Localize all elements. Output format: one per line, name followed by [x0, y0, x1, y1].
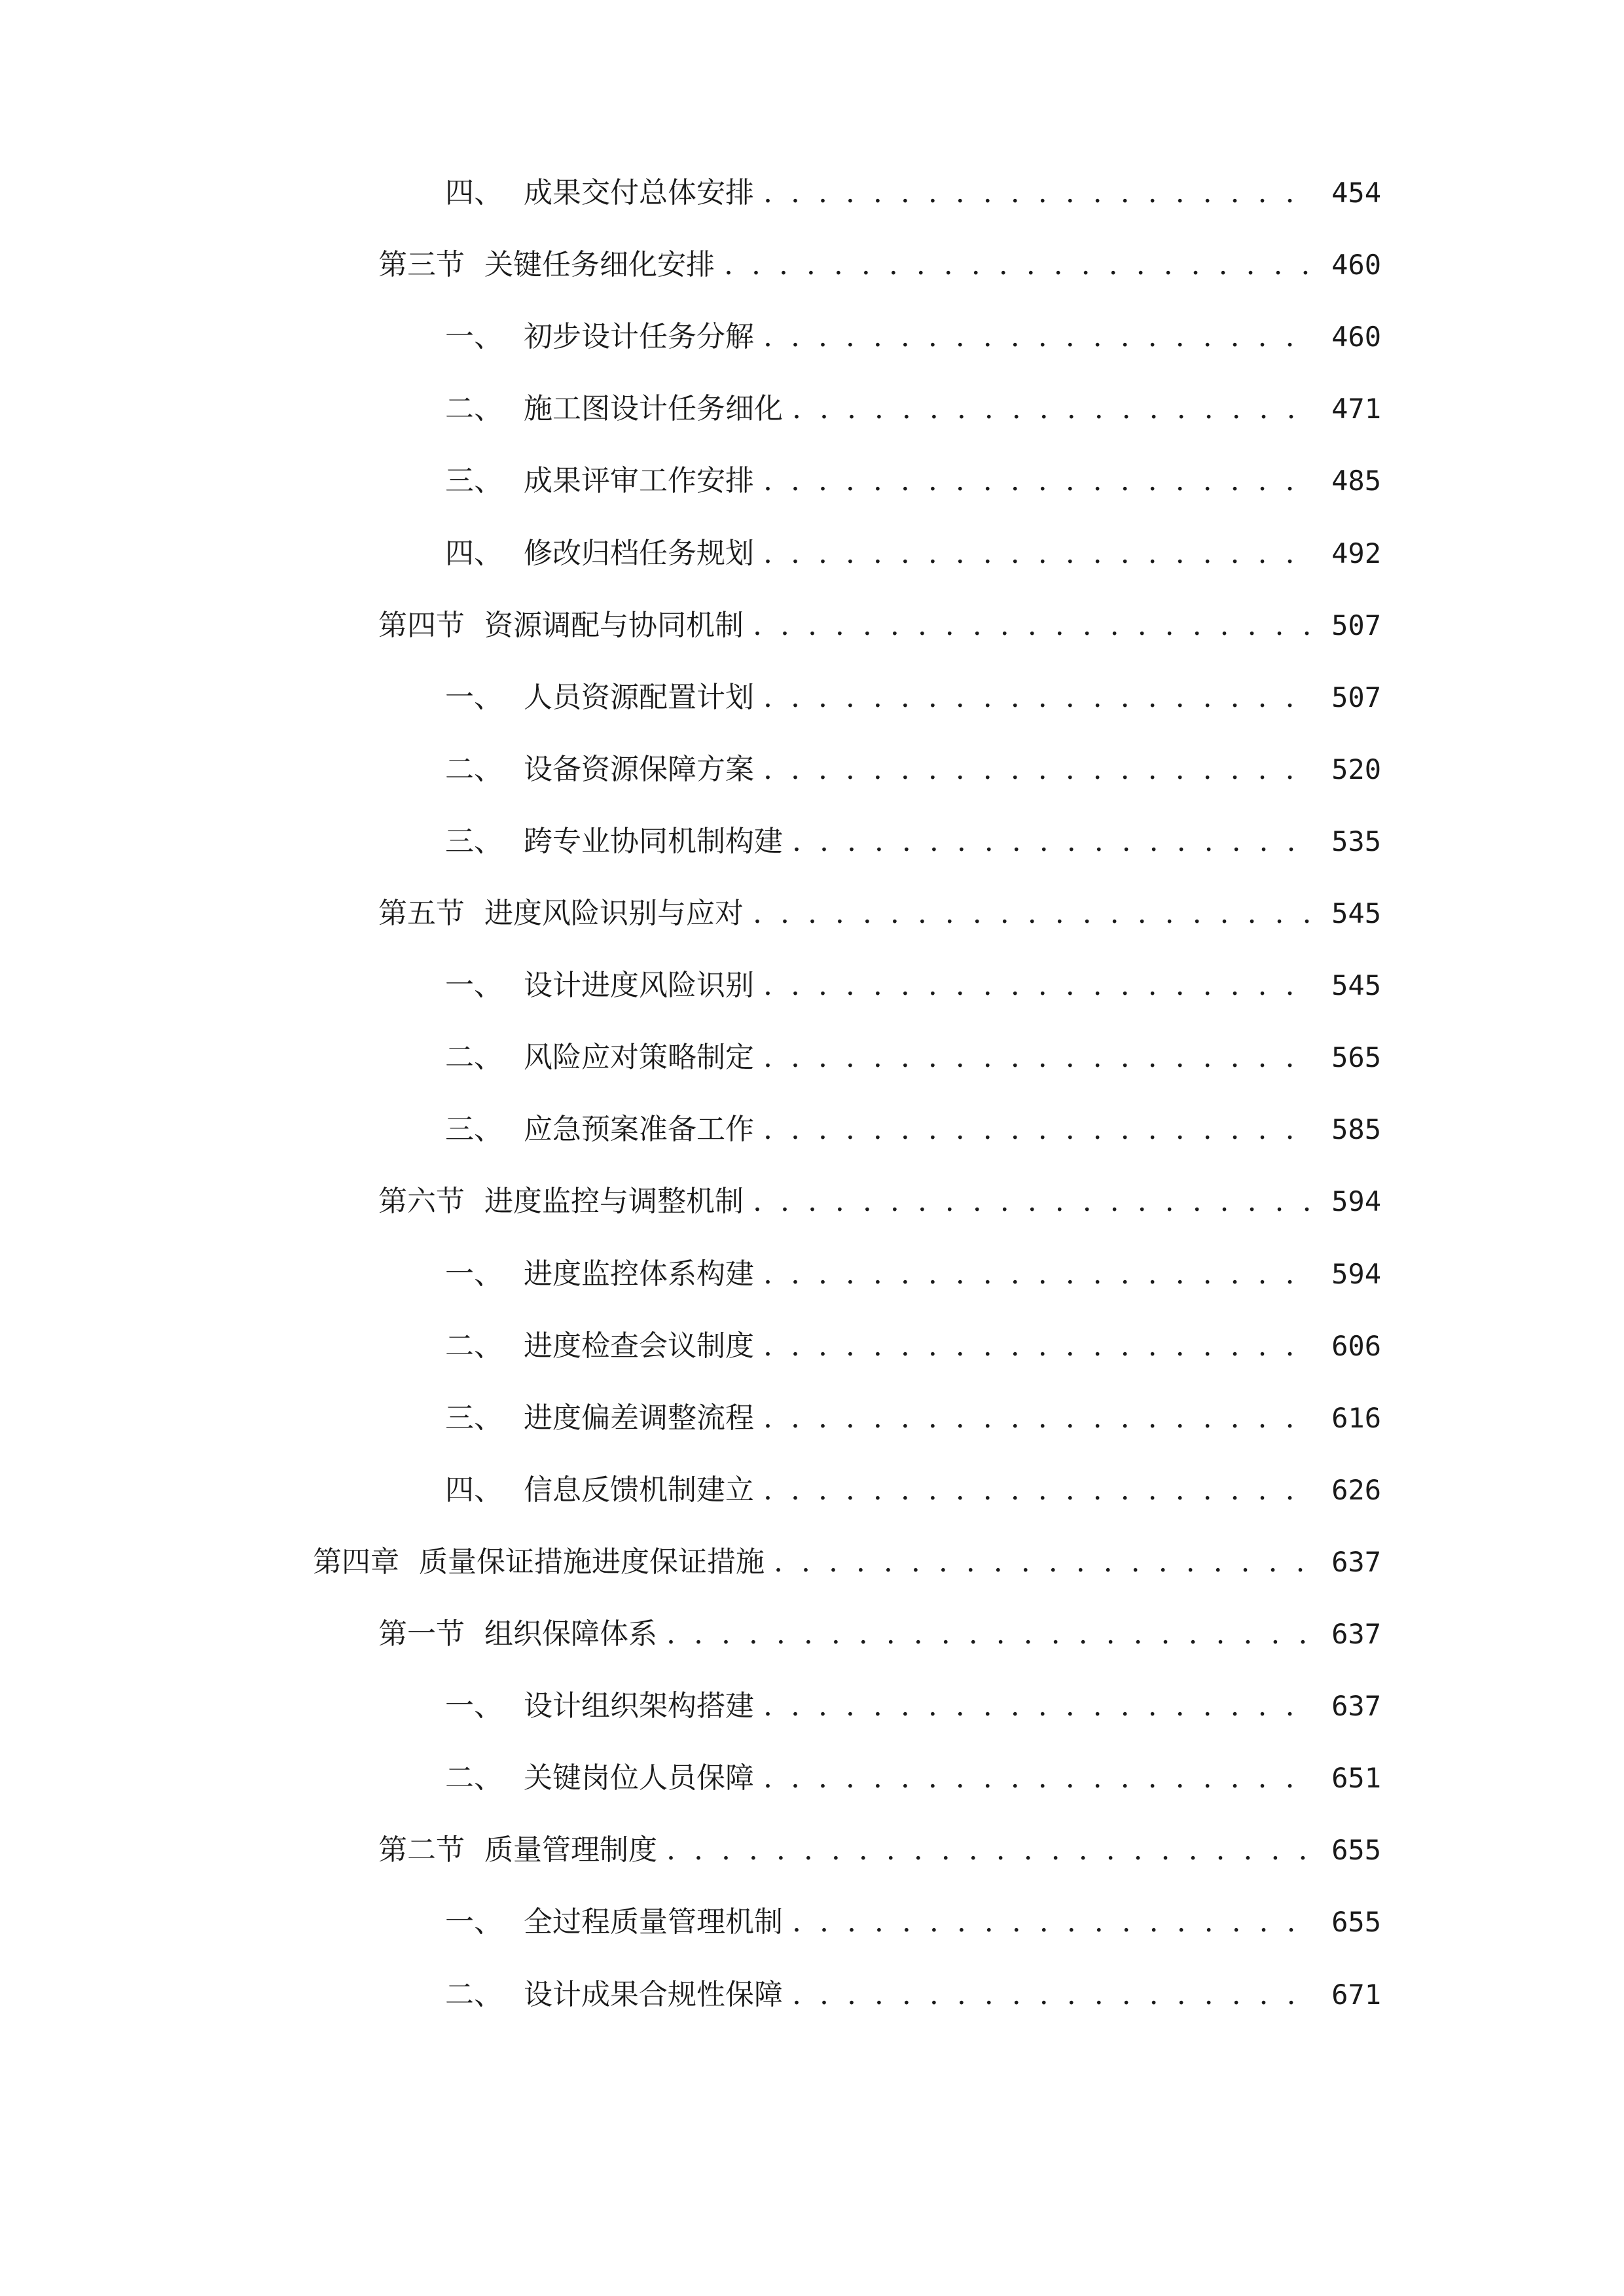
toc-entry-title: 关键岗位人员保障 [524, 1761, 754, 1795]
toc-leader-dots [724, 239, 1313, 291]
toc-leader-dots [763, 1031, 1313, 1084]
toc-entry-title: 进度监控与调整机制 [484, 1185, 744, 1218]
toc-entry-title: 质量管理制度 [484, 1833, 657, 1867]
toc-entry-title: 修改归档任务规划 [524, 537, 754, 570]
toc-leader-dots [753, 1175, 1313, 1228]
toc-entry-number: 四、 [445, 1473, 503, 1507]
toc-entry[interactable] [445, 1752, 1381, 1804]
toc-entry[interactable] [378, 239, 1381, 291]
toc-entry-page-number: 651 [1331, 1762, 1381, 1794]
toc-entry-page-number: 507 [1331, 609, 1381, 641]
toc-entry-title: 施工图设计任务细化 [524, 392, 783, 425]
toc-entry-title: 资源调配与协同机制 [484, 609, 744, 642]
toc-entry-number: 二、 [445, 753, 503, 786]
toc-entry-number: 第六节 [378, 1185, 465, 1218]
toc-entry-title: 风险应对策略制定 [524, 1041, 754, 1074]
toc-entry-page-number: 637 [1331, 1690, 1381, 1722]
toc-leader-dots [666, 1824, 1313, 1876]
toc-entry[interactable] [313, 1536, 1381, 1588]
toc-leader-dots [763, 1680, 1313, 1732]
toc-entry-number: 一、 [445, 1257, 503, 1291]
toc-entry-page-number: 520 [1331, 753, 1381, 785]
toc-entry-page-number: 585 [1331, 1113, 1381, 1145]
toc-entry[interactable] [445, 816, 1381, 868]
toc-leader-dots [792, 1969, 1313, 2021]
toc-entry-title: 设备资源保障方案 [524, 753, 754, 786]
toc-entry-title: 设计组织架构搭建 [524, 1689, 754, 1723]
toc-leader-dots [763, 1103, 1313, 1156]
toc-leader-dots [763, 528, 1313, 580]
toc-entry-page-number: 471 [1331, 393, 1381, 425]
toc-entry-title: 关键任务细化安排 [484, 248, 715, 281]
toc-leader-dots [763, 672, 1313, 724]
toc-entry[interactable] [445, 960, 1381, 1012]
toc-entry-title: 质量保证措施进度保证措施 [419, 1545, 765, 1579]
toc-leader-dots [763, 960, 1313, 1012]
toc-leader-dots [763, 167, 1313, 219]
toc-entry[interactable] [445, 1680, 1381, 1732]
toc-leader-dots [763, 1752, 1313, 1804]
toc-leader-dots [763, 311, 1313, 363]
toc-leader-dots [763, 1248, 1313, 1300]
toc-entry-number: 三、 [445, 1113, 503, 1146]
toc-entry-title: 跨专业协同机制构建 [524, 825, 783, 858]
toc-entry-title: 人员资源配置计划 [524, 681, 754, 714]
toc-entry[interactable] [378, 600, 1381, 652]
toc-entry-page-number: 545 [1331, 897, 1381, 929]
toc-entry[interactable] [445, 1896, 1381, 1948]
toc-entry-page-number: 460 [1331, 321, 1381, 353]
toc-entry-page-number: 606 [1331, 1330, 1381, 1362]
toc-leader-dots [792, 1896, 1313, 1948]
toc-entry-title: 设计成果合规性保障 [524, 1978, 783, 2011]
toc-entry-title: 成果交付总体安排 [524, 176, 754, 209]
toc-entry-number: 第四章 [313, 1545, 399, 1579]
toc-entry-page-number: 637 [1331, 1618, 1381, 1650]
toc-leader-dots [774, 1536, 1313, 1588]
toc-entry-page-number: 545 [1331, 969, 1381, 1001]
toc-entry[interactable] [445, 1031, 1381, 1084]
toc-entry-title: 进度偏差调整流程 [524, 1401, 754, 1435]
toc-entry[interactable] [445, 383, 1381, 435]
toc-entry-title: 成果评审工作安排 [524, 464, 754, 497]
toc-entry-title: 设计进度风险识别 [524, 969, 754, 1002]
toc-entry-number: 四、 [445, 537, 503, 570]
toc-leader-dots [792, 383, 1313, 435]
toc-entry-page-number: 460 [1331, 249, 1381, 281]
toc-entry-number: 三、 [445, 464, 503, 497]
toc-entry[interactable] [445, 672, 1381, 724]
toc-leader-dots [666, 1608, 1313, 1660]
toc-entry-page-number: 454 [1331, 177, 1381, 209]
toc-entry-number: 二、 [445, 1041, 503, 1074]
toc-leader-dots [763, 1392, 1313, 1444]
toc-entry[interactable] [445, 528, 1381, 580]
toc-leader-dots [763, 1320, 1313, 1372]
toc-entry-title: 信息反馈机制建立 [524, 1473, 754, 1507]
toc-entry[interactable] [445, 167, 1381, 219]
toc-leader-dots [792, 816, 1313, 868]
toc-entry[interactable] [445, 455, 1381, 507]
toc-entry-title: 进度检查会议制度 [524, 1329, 754, 1363]
toc-entry-number: 一、 [445, 969, 503, 1002]
toc-entry[interactable] [378, 1608, 1381, 1660]
toc-entry-title: 进度监控体系构建 [524, 1257, 754, 1291]
toc-entry-page-number: 616 [1331, 1402, 1381, 1434]
toc-entry-number: 四、 [445, 176, 503, 209]
toc-entry-number: 一、 [445, 1689, 503, 1723]
toc-entry[interactable] [445, 1392, 1381, 1444]
toc-entry-page-number: 535 [1331, 825, 1381, 857]
toc-entry-number: 第一节 [378, 1617, 465, 1651]
toc-entry[interactable] [445, 1320, 1381, 1372]
toc-entry[interactable] [445, 1464, 1381, 1516]
toc-entry-page-number: 637 [1331, 1546, 1381, 1578]
toc-entry-number: 第三节 [378, 248, 465, 281]
toc-entry[interactable] [445, 311, 1381, 363]
toc-entry-number: 第二节 [378, 1833, 465, 1867]
toc-leader-dots [753, 600, 1313, 652]
toc-entry[interactable] [378, 1175, 1381, 1228]
toc-entry-title: 全过程质量管理机制 [524, 1905, 783, 1939]
toc-entry-page-number: 492 [1331, 537, 1381, 569]
toc-entry-page-number: 594 [1331, 1185, 1381, 1217]
toc-entry-number: 第五节 [378, 897, 465, 930]
toc-entry-number: 二、 [445, 1329, 503, 1363]
toc-entry-title: 组织保障体系 [484, 1617, 657, 1651]
toc-entry-number: 二、 [445, 1761, 503, 1795]
toc-entry-number: 第四节 [378, 609, 465, 642]
toc-entry-page-number: 655 [1331, 1834, 1381, 1866]
toc-leader-dots [753, 888, 1313, 940]
toc-entry-number: 三、 [445, 1401, 503, 1435]
toc-leader-dots [763, 744, 1313, 796]
toc-entry-number: 一、 [445, 1905, 503, 1939]
toc-entry-page-number: 626 [1331, 1474, 1381, 1506]
toc-entry-page-number: 565 [1331, 1041, 1381, 1073]
toc-entry-title: 应急预案准备工作 [524, 1113, 754, 1146]
toc-entry-page-number: 671 [1331, 1979, 1381, 2011]
toc-leader-dots [763, 455, 1313, 507]
toc-entry-title: 进度风险识别与应对 [484, 897, 744, 930]
toc-entry-number: 二、 [445, 392, 503, 425]
toc-entry-page-number: 594 [1331, 1258, 1381, 1290]
toc-entry[interactable] [445, 744, 1381, 796]
toc-entry[interactable] [378, 888, 1381, 940]
toc-entry-page-number: 485 [1331, 465, 1381, 497]
toc-entry-page-number: 507 [1331, 681, 1381, 713]
toc-entry-number: 二、 [445, 1978, 503, 2011]
toc-leader-dots [763, 1464, 1313, 1516]
toc-entry-number: 一、 [445, 681, 503, 714]
toc-entry-title: 初步设计任务分解 [524, 320, 754, 353]
toc-entry[interactable] [445, 1248, 1381, 1300]
toc-entry[interactable] [445, 1103, 1381, 1156]
toc-entry-page-number: 655 [1331, 1906, 1381, 1938]
toc-entry-number: 三、 [445, 825, 503, 858]
toc-entry[interactable] [445, 1969, 1381, 2021]
toc-entry[interactable] [378, 1824, 1381, 1876]
toc-entry-number: 一、 [445, 320, 503, 353]
